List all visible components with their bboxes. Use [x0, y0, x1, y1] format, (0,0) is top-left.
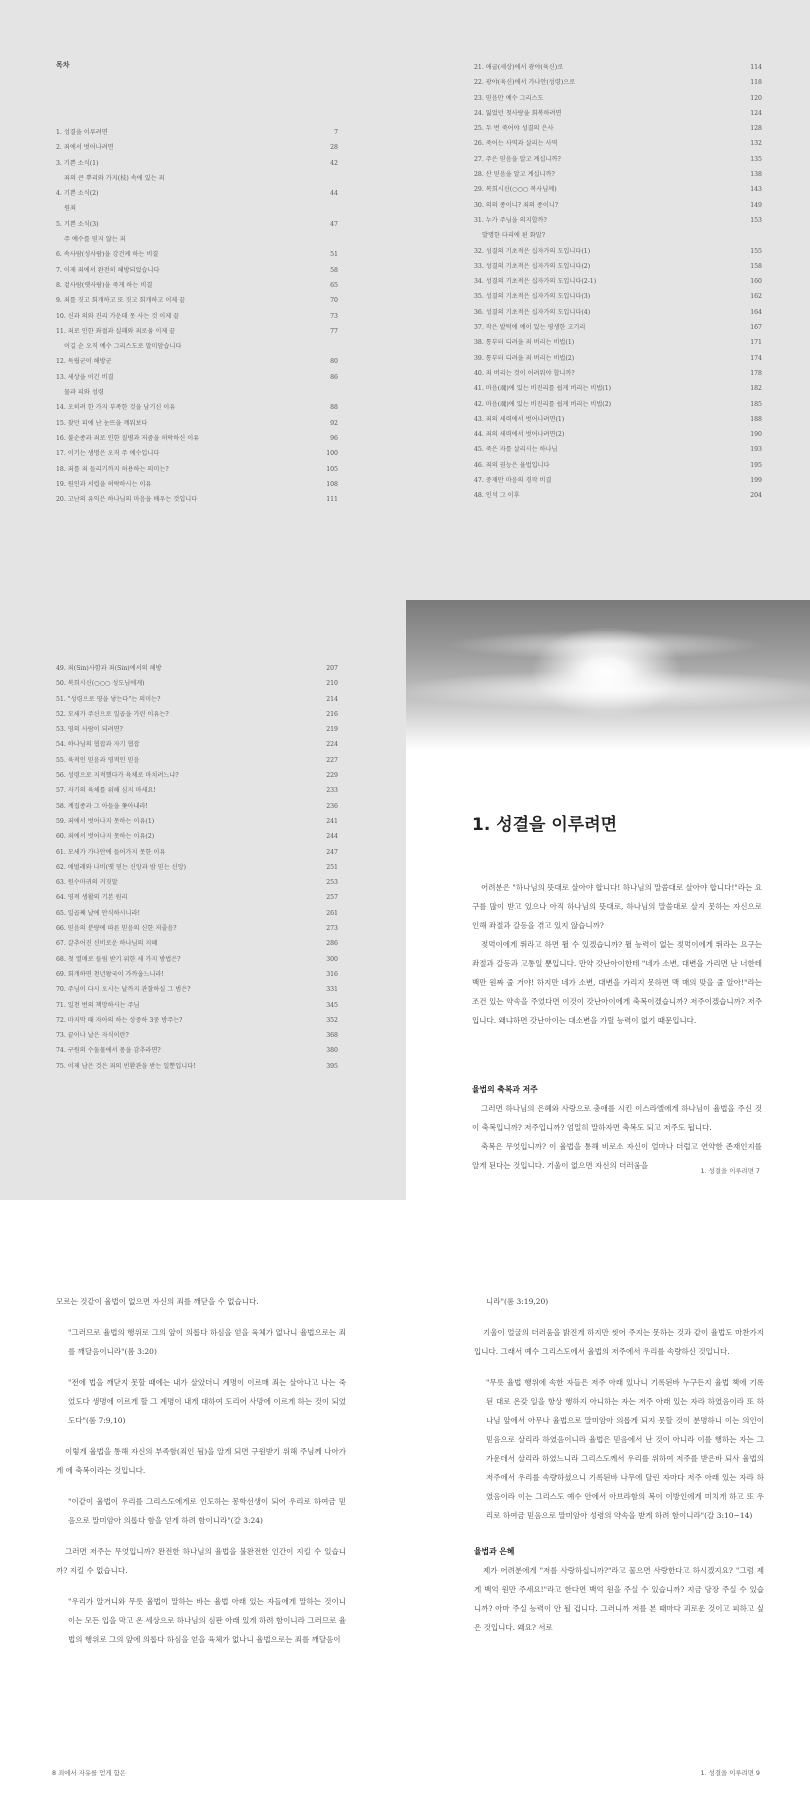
toc-entry-page: 193 [750, 446, 762, 454]
toc-entry [56, 156, 338, 171]
toc-entry [56, 217, 338, 232]
toc-entry [56, 998, 338, 1013]
toc-entry [56, 293, 338, 308]
paragraph: 축복은 무엇입니까? 이 율법을 통해 비로소 자신이 얼마나 더럽고 연약한 존재인지를 알게 된다는 것입니다. 기울이 없으면 자신의 더러움을 [472, 1142, 762, 1170]
toc-entry [56, 952, 338, 967]
paragraph: 그러면 하나님의 은혜와 사랑으로 충애를 시킨 이스라엘에게 하나님이 율법을 주신 것이 축복입니까? 저주입니까? 엄밀히 말하자면 축복도 되고 저주도 됩니다. [472, 1104, 762, 1132]
page-9-text [474, 1292, 764, 1637]
toc-page-left [0, 0, 406, 600]
paragraph: 젖먹이에게 뛰라고 하면 뛸 수 있겠습니까? 뛸 능력이 없는 젖먹이에게 뛰라는 요구는 좌절과 갈등과 고통일 뿐입니다. 만약 갓난아이한테 "네가 소변, 대변을 가리면 난 너한테 백만 원짜 줄 거야! 하지만 네가 소변, 대변을 가리지 못하면 맥 매의 맞을 줄 알아!"라는 조건 있는 약속을 주었다면 이것이 갓난아이에게 축복이겠습니까? 저주이겠습니까? 저주입니다. 왜냐하면 갓난아이는 대소변을 가릴 능력이 없기 때문입니다. [472, 940, 762, 1025]
toc-entry-page: 171 [750, 339, 762, 347]
toc-entry-page: 331 [326, 986, 338, 994]
toc-entry [474, 91, 762, 106]
toc-entry [474, 335, 762, 350]
toc-entry-page: 7 [334, 129, 338, 136]
toc-entry [56, 339, 338, 354]
toc-entry-title: 40. 죄 버리는 것이 어려워야 합니까? [474, 369, 575, 377]
chapter-section-text [472, 1075, 762, 1175]
toc-entry-page: 286 [326, 940, 338, 948]
toc-entry [474, 488, 762, 503]
paragraph: 이렇게 율법을 통해 자신의 부족함(죄인 됨)을 알게 되면 구원받기 위해 주님께 나아가게 에 축복이라는 것입니다. [56, 1447, 346, 1475]
toc-entry [56, 967, 338, 982]
toc-entry [56, 324, 338, 339]
toc-entry-page: 233 [326, 787, 338, 795]
toc-entry-title: 18. 죄를 죄 들리기까지 허용하는 의미는? [56, 465, 169, 473]
toc-entry-page: 199 [750, 477, 762, 485]
toc-entry-title: 66. 믿음의 분량에 따른 믿음의 신한 저줄음? [56, 925, 177, 933]
toc-entry-title: 38. 통부터 디려을 죄 버리는 비법(1) [474, 339, 575, 347]
toc-entry [56, 232, 338, 247]
toc-entry-page: 138 [750, 171, 762, 179]
toc-entry [56, 385, 338, 400]
toc-entry-page: 135 [750, 155, 762, 163]
scripture-quote: "이같이 율법이 우리를 그리스도에게로 인도하는 몽학선생이 되어 우리로 하여금 믿음으로 말미암아 의롭다 함을 얻게 하려 함이니라"(갈 3:24) [68, 1497, 346, 1525]
toc-entry-title: 30. 의의 종이니? 죄의 종이니? [474, 201, 559, 209]
toc-entry-page: 190 [750, 431, 762, 439]
toc-entry [56, 692, 338, 707]
toc-entry [56, 1059, 338, 1074]
toc-entry-page: 108 [326, 480, 338, 488]
toc-entry [56, 722, 338, 737]
paragraph: 기울이 얼굴의 더러움을 밝진게 하지만 씻어 주지는 못하는 것과 같이 율법도 마찬가지입니다. 그래서 예수 그리스도에서 율법의 저주에서 우리를 속량하신 것입니다. [474, 1328, 764, 1356]
toc-list-3 [56, 661, 338, 1074]
scripture-quote: "무릇 율법 행위에 속한 자들은 저주 아래 있나니 기록된바 누구든지 율법 책에 기록된 대로 온갖 일을 항상 행하지 아니하는 자는 저주 아래 있는 자라 하였음이라 또 하나님 앞에서 아무나 율법으로 말미암아 의롭게 되지 못할 것이 분명하니 이는 의인이 믿음으로 살리라 하였음이니라 율법은 믿음에서 난 것이 아니라 이를 행하는 자는 그 가운데서 살리라 하였느니라 그리스도께서 우리를 위하여 저주를 받은바 되사 율법의 저주에서 우리를 속량하셨으니 기록된바 나무에 달린 자마다 저주 아래 있는 자라 하였음이라 이는 그리스도 예수 안에서 아브라함의 복이 이방인에게 미치게 하고 또 우리로 하여금 믿음으로 말미암아 성령의 약속을 받게 하려 함이니라"(갈 3:10~14) [486, 1378, 764, 1520]
toc-entry-page: 164 [750, 308, 762, 316]
toc-entry-page: 257 [326, 894, 338, 902]
toc-entry-title: 36. 성결의 기초적은 십자가의 도입니다(4) [474, 308, 591, 316]
toc-entry-page: 58 [330, 266, 338, 274]
toc-entry [56, 354, 338, 369]
toc-entry-title: 17. 이기는 생명은 오직 주 예수입니다 [56, 450, 160, 458]
toc-entry-title: 11. 죄로 인한 좌절과 실패와 죄로움 이제 끝 [56, 327, 176, 335]
toc-entry [56, 921, 338, 936]
toc-entry [56, 1043, 338, 1058]
toc-entry-title: 22. 광야(육신)에서 가나안(성령)으로 [474, 79, 576, 87]
toc-entry-title: 15. 찾던 피에 난 눈뜨을 깨워보다 [56, 419, 148, 427]
toc-entry-page: 160 [750, 278, 762, 286]
toc-entry-title: 71. 일천 번의 책망하시는 주님 [56, 1001, 140, 1009]
toc-entry [56, 814, 338, 829]
toc-entry-page: 224 [326, 741, 338, 749]
toc-entry-page: 247 [326, 848, 338, 856]
toc-entry [56, 1028, 338, 1043]
toc-entry [56, 416, 338, 431]
toc-page-continued [0, 600, 406, 1200]
toc-entry [474, 228, 762, 243]
toc-entry-title: 26. 죽어는 사역과 살리는 사역 [474, 140, 558, 148]
toc-entry [56, 845, 338, 860]
toc-entry-title: 죄의 큰 뿌리와 가지(枝) 속에 있는 죄 [64, 174, 165, 182]
toc-entry-page: 70 [330, 297, 338, 305]
toc-entry-page: 210 [326, 680, 338, 688]
toc-entry-page: 143 [750, 186, 762, 194]
cloud-image [446, 630, 766, 660]
toc-entry-title: 70. 주님이 다시 오시는 날까지 관찰하실 그 범은? [56, 986, 191, 994]
toc-entry-title: 73. 끝이나 날은 자식이란? [56, 1032, 129, 1040]
paragraph: 모르는 것같이 율법이 없으면 자신의 죄를 깨닫을 수 없습니다. [56, 1297, 259, 1306]
toc-entry [56, 768, 338, 783]
toc-entry-title: 35. 성결의 기초적은 십자가의 도입니다(3) [474, 293, 591, 301]
toc-entry-title: 43. 죄의 세력에서 벗어나려면(1) [474, 415, 565, 423]
toc-entry-title: 24. 잃었던 첫사랑을 회복하려면 [474, 109, 562, 117]
toc-entry-page: 153 [750, 216, 762, 224]
chapter-opening-page [406, 600, 810, 1200]
toc-entry [474, 213, 762, 228]
toc-entry [474, 442, 762, 457]
toc-entry-page: 316 [326, 970, 338, 978]
toc-entry [474, 75, 762, 90]
toc-entry-page: 216 [326, 710, 338, 718]
toc-entry-page: 300 [326, 955, 338, 963]
toc-entry-page: 86 [330, 373, 338, 381]
toc-entry-title: 64. 영적 생활의 기본 원리 [56, 894, 128, 902]
toc-entry [474, 366, 762, 381]
sky-sunrise-image [406, 600, 810, 750]
toc-entry-page: 80 [330, 358, 338, 366]
toc-entry-page: 178 [750, 369, 762, 377]
toc-entry [474, 274, 762, 289]
scripture-quote-end: 니라"(롬 3:19,20) [486, 1297, 549, 1306]
toc-entry-page: 207 [326, 665, 338, 672]
toc-entry-page: 124 [750, 109, 762, 117]
toc-entry [474, 320, 762, 335]
toc-entry-page: 158 [750, 262, 762, 270]
toc-entry [56, 431, 338, 446]
toc-entry [474, 182, 762, 197]
toc-entry-title: 이길 순 오직 예수 그리스도로 말미암습니다 [64, 343, 182, 351]
toc-entry-title: 7. 이제 죄에서 완전히 해방되었습니다 [56, 266, 160, 274]
toc-entry [56, 860, 338, 875]
toc-entry-page: 167 [750, 324, 762, 332]
toc-entry-page: 162 [750, 293, 762, 301]
toc-entry-page: 114 [750, 64, 762, 71]
toc-entry-title: 8. 겉사람(옛사람)을 죽게 하는 비결 [56, 281, 153, 289]
toc-entry-title: 물과 피와 성령 [64, 389, 104, 397]
toc-entry-page: 253 [326, 879, 338, 887]
toc-entry-title: 42. 마음(魂)에 있는 비진리를 쉽게 버리는 비법(2) [474, 400, 612, 408]
toc-entry-title: 56. 성령으로 지적했다가 육체로 마치려느냐? [56, 772, 179, 780]
toc-page-right [406, 0, 810, 600]
toc-entry-page: 195 [750, 461, 762, 469]
toc-entry [474, 121, 762, 136]
toc-entry-title: 32. 성결의 기초적은 십자가의 도입니다(1) [474, 247, 591, 255]
toc-entry-title: 13. 세상을 이긴 비결 [56, 373, 114, 381]
toc-entry-title: 33. 성결의 기초적은 십자가의 도입니다(2) [474, 262, 591, 270]
toc-entry [56, 783, 338, 798]
page-9 [406, 1200, 810, 1800]
toc-entry-title: 39. 통부터 디려을 죄 버리는 비법(2) [474, 354, 575, 362]
toc-entry [474, 259, 762, 274]
toc-entry-page: 214 [326, 695, 338, 703]
page-folio: 1. 성결을 이루려면 7 [700, 1167, 760, 1175]
chapter-intro-text [472, 878, 762, 1030]
toc-entry-title: 10. 신과 의와 진리 가운데 못 사는 것 이제 끝 [56, 312, 180, 320]
toc-entry-page: 118 [750, 79, 762, 87]
scripture-quote: "그러므로 율법의 행위로 그의 앞이 의롭다 하심을 얻을 육체가 없나니 율법으로는 죄를 깨달음이니라"(롬 3:20) [68, 1328, 346, 1356]
toc-entry [56, 875, 338, 890]
toc-entry [56, 186, 338, 201]
toc-entry-title: 47. 중재만 마음의 경작 비결 [474, 477, 552, 485]
toc-entry-title: 44. 죄의 세력에서 벗어나려면(2) [474, 431, 565, 439]
toc-entry-page: 352 [326, 1016, 338, 1024]
toc-entry-page: 149 [750, 201, 762, 209]
toc-entry-title: 6. 속사람(성사람)을 강건케 하는 비결 [56, 251, 159, 259]
toc-entry-title: 62. 애벌레와 나비(옛 믿는 신앙과 밤 믿는 신앙) [56, 863, 187, 871]
toc-entry-page: 77 [330, 327, 338, 335]
toc-entry [56, 906, 338, 921]
toc-entry-page: 368 [326, 1032, 338, 1040]
toc-entry-page: 100 [326, 450, 338, 458]
toc-entry-page: 188 [750, 415, 762, 423]
toc-entry-title: 51. "성령으로 영을 낳는다"는 의미는? [56, 695, 161, 703]
toc-entry-title: 9. 죄를 짓고 회개하고 또 짓고 회개하고 이제 끝 [56, 297, 186, 305]
toc-entry [474, 167, 762, 182]
toc-entry-title: 57. 자기의 육체를 위해 심지 마세요! [56, 787, 156, 795]
toc-heading: 목차 [56, 61, 70, 69]
toc-entry-page: 395 [326, 1062, 338, 1070]
toc-entry-page: 229 [326, 772, 338, 780]
toc-entry-title: 원죄 [64, 205, 76, 213]
toc-entry-page: 120 [750, 94, 762, 102]
toc-entry-page: 132 [750, 140, 762, 148]
toc-entry-title: 69. 회개하면 천년왕국이 가까웁느니라! [56, 970, 164, 978]
toc-entry [474, 412, 762, 427]
toc-entry [56, 446, 338, 461]
toc-entry-title: 37. 작은 밭턱에 예이 있는 평생한 고기리 [474, 324, 586, 332]
toc-entry [474, 397, 762, 412]
toc-entry-title: 54. 하나님의 협잡과 자기 협잡 [56, 741, 140, 749]
toc-entry-title: 2. 죄에서 벗어나려면 [56, 144, 114, 152]
page-folio: 8 죄에서 자유를 얻게 함은 [52, 1769, 126, 1777]
toc-entry-page: 42 [330, 159, 338, 167]
toc-entry-title: 52. 모세가 주신으로 일곱을 가린 이유는? [56, 710, 169, 718]
toc-entry-page: 47 [330, 220, 338, 228]
toc-entry-page: 96 [330, 434, 338, 442]
toc-entry-title: 29. 복희시신(○○○ 복사님께) [474, 186, 557, 194]
toc-entry-title: 72. 마지막 때 자아의 하는 상중하 3중 방주는? [56, 1016, 183, 1024]
toc-entry [474, 458, 762, 473]
toc-entry-page: 44 [330, 190, 338, 198]
page-8 [0, 1200, 406, 1800]
cloud-image [406, 670, 810, 710]
toc-entry-title: 20. 고난의 유익은 하나님의 마음을 배우는 것입니다 [56, 496, 198, 504]
toc-entry-title: 발명한 다리에 핀 화말? [482, 232, 546, 240]
toc-entry-page: 128 [750, 125, 762, 133]
page-8-text [56, 1292, 346, 1649]
toc-entry [474, 198, 762, 213]
toc-entry [474, 152, 762, 167]
toc-entry-title: 75. 이제 남은 것은 죄의 빈환관을 받는 일뿐입니다! [56, 1062, 196, 1070]
toc-entry-title: 4. 기쁜 소식(2) [56, 190, 99, 198]
toc-entry-title: 25. 두 번 죽어야 성결의 은사 [474, 125, 554, 133]
toc-entry [56, 676, 338, 691]
toc-entry-page: 345 [326, 1001, 338, 1009]
toc-entry-title: 48. 인석 그 이후 [474, 492, 520, 500]
paragraph: 어려분은 "하나님의 뜻대로 살아야 합니다! 하나님의 말씀대로 살아야 합니다!"라는 요구를 많이 받고 있으나 아직 하나님의 뜻대로, 하나님의 말씀대로 살지 못하는 자신으로 인해 좌절과 갈등을 겪고 있지 않습니까? [472, 883, 762, 930]
toc-entry-title: 23. 믿음만 예수 그리스도 [474, 94, 544, 102]
toc-entry-title: 12. 독립군이 해방군 [56, 358, 112, 366]
toc-entry-page: 88 [330, 404, 338, 412]
toc-entry [56, 492, 338, 507]
toc-entry-title: 58. 계집종과 그 아들을 쫓아내라! [56, 802, 148, 810]
toc-entry-title: 49. 죄(Sin)사함과 죄(Sin)에서의 해방 [56, 665, 162, 672]
toc-entry-title: 5. 기쁜 소식(3) [56, 220, 99, 228]
toc-entry [56, 247, 338, 262]
paragraph: 그러면 저주는 무엇입니까? 완전한 하나님의 율법을 불완전한 인간이 지킬 수 있습니까? 지킬 수 없습니다. [56, 1547, 346, 1575]
toc-entry [56, 278, 338, 293]
toc-entry [56, 171, 338, 186]
toc-entry-title: 59. 죄에서 벗어나지 못하는 이유(1) [56, 817, 155, 825]
toc-entry-title: 41. 마음(魂)에 있는 비진리를 쉽게 버리는 비법(1) [474, 385, 612, 393]
toc-entry [474, 60, 762, 75]
scripture-quote: "전에 법을 깨닫지 못할 때에는 내가 살았더니 계명이 이르매 죄는 살아나고 나는 죽었도다 생명에 이르게 할 그 계명이 내게 대하여 도리어 사망에 이르게 하는 것이 되었도다"(롬 7:9,10) [68, 1378, 346, 1425]
toc-entry-page: 51 [330, 251, 338, 259]
toc-entry-page: 380 [326, 1047, 338, 1055]
toc-entry [474, 289, 762, 304]
toc-entry-title: 50. 복희시신(○○○ 성도님에게) [56, 680, 145, 688]
toc-entry-page: 236 [326, 802, 338, 810]
toc-entry-title: 1. 성결을 이루려면 [56, 129, 108, 136]
toc-entry-title: 31. 누가 주님을 의지합까? [474, 216, 547, 224]
toc-entry-title: 3. 기쁜 소식(1) [56, 159, 99, 167]
toc-entry-page: 28 [330, 144, 338, 152]
toc-entry-page: 105 [326, 465, 338, 473]
toc-list-2 [474, 60, 762, 504]
toc-entry [474, 427, 762, 442]
toc-entry-page: 65 [330, 281, 338, 289]
toc-entry-page: 185 [750, 400, 762, 408]
toc-entry [56, 201, 338, 216]
chapter-title: 1. 성결을 이루려면 [472, 815, 618, 835]
toc-entry-page: 227 [326, 756, 338, 764]
toc-entry-page: 174 [750, 354, 762, 362]
toc-entry [474, 244, 762, 259]
toc-entry [474, 473, 762, 488]
toc-entry-page: 241 [326, 817, 338, 825]
toc-entry [56, 753, 338, 768]
toc-entry [56, 370, 338, 385]
toc-entry [56, 309, 338, 324]
toc-entry [474, 305, 762, 320]
toc-entry-page: 182 [750, 385, 762, 393]
toc-entry-title: 34. 성결의 기초적은 십자가의 도입니다(2-1) [474, 278, 597, 286]
page-folio: 1. 성결을 이루려면 9 [700, 1769, 760, 1777]
toc-entry-title: 27. 주은 믿음을 알고 계십니까? [474, 155, 561, 163]
toc-entry-page: 219 [326, 726, 338, 734]
toc-entry [56, 707, 338, 722]
toc-entry [474, 106, 762, 121]
toc-entry [56, 1013, 338, 1028]
toc-entry [56, 799, 338, 814]
toc-entry-page: 92 [330, 419, 338, 427]
toc-entry-title: 53. 영의 사람이 되려면? [56, 726, 123, 734]
toc-entry-title: 주 예수를 믿지 않는 죄 [64, 236, 126, 244]
toc-entry [56, 263, 338, 278]
toc-entry [474, 136, 762, 151]
paragraph: 제가 어려분에게 "저를 사랑하십니까?"라고 물으면 사랑한다고 하시겠지요? "그럼 제게 백억 원만 주세요!"라고 한다면 백억 원을 주실 수 있습니까? 지금 당장 주실 수 있습니까? 아마 주실 능력이 안 될 겁니다. 그러니까 저를 본 때마다 괴로운 것이고 피하고 싶은 것입니다. 왜요? 서로 [474, 1566, 764, 1632]
toc-entry-page: 73 [330, 312, 338, 320]
toc-entry-title: 45. 죽은 자를 살리시는 하나님 [474, 446, 558, 454]
toc-entry [56, 829, 338, 844]
toc-entry-title: 68. 첫 열매로 들림 받기 위한 세 가지 방법은? [56, 955, 181, 963]
toc-entry-page: 244 [326, 833, 338, 841]
toc-entry-title: 14. 오히려 한 가지 부족한 것을 남기신 이유 [56, 404, 176, 412]
section-heading: 율법과 은혜 [474, 1547, 515, 1556]
toc-entry-title: 19. 원인과 서럽을 허락하시는 이유 [56, 480, 152, 488]
toc-entry-page: 111 [326, 496, 338, 504]
toc-entry-title: 74. 구원의 수둘물에서 몸을 감추라면? [56, 1047, 161, 1055]
toc-entry [56, 737, 338, 752]
toc-entry-title: 28. 산 믿음을 알고 계십니까? [474, 171, 555, 179]
toc-list-1 [56, 125, 338, 507]
toc-entry [56, 462, 338, 477]
toc-entry-page: 261 [326, 909, 338, 917]
toc-entry [56, 125, 338, 140]
toc-entry [56, 936, 338, 951]
toc-entry-title: 21. 애굽(세상)에서 광야(육신)로 [474, 64, 564, 71]
toc-entry-page: 155 [750, 247, 762, 255]
toc-entry-title: 67. 갈추어진 신비로운 하나님의 지혜 [56, 940, 158, 948]
toc-entry-title: 16. 불순종과 죄로 인한 질병과 저줌을 허락하신 이유 [56, 434, 200, 442]
toc-entry [56, 400, 338, 415]
toc-entry-title: 61. 모세가 가나안에 들어가지 못한 이유 [56, 848, 166, 856]
toc-entry [56, 477, 338, 492]
toc-entry-title: 46. 죄의 권능은 율법입니다 [474, 461, 550, 469]
scripture-quote: "우리가 알거니와 무릇 율법이 말하는 바는 율법 아래 있는 자들에게 말하는 것이니 이는 모든 입을 막고 온 세상으로 하나님의 심판 아래 있게 하려 함이니라 그러므로 율법의 행위로 그의 앞에 의롭다 하심을 얻을 육체가 없나니 율법으로는 죄를 깨달음이 [68, 1597, 346, 1644]
section-heading: 율법의 축복과 저주 [472, 1085, 538, 1094]
toc-entry-title: 63. 원수마귀의 거짓말 [56, 879, 118, 887]
toc-entry-title: 60. 죄에서 벗어나지 못하는 이유(2) [56, 833, 155, 841]
toc-entry-page: 204 [750, 492, 762, 500]
toc-entry-title: 65. 일곱째 날에 안식하시니라! [56, 909, 140, 917]
toc-entry [56, 982, 338, 997]
toc-entry-page: 273 [326, 925, 338, 933]
toc-entry [56, 140, 338, 155]
toc-entry [56, 890, 338, 905]
toc-entry-title: 55. 육적인 믿음과 영적인 믿음 [56, 756, 140, 764]
toc-entry [474, 381, 762, 396]
toc-entry-page: 251 [326, 863, 338, 871]
toc-entry [56, 661, 338, 676]
toc-entry [474, 351, 762, 366]
